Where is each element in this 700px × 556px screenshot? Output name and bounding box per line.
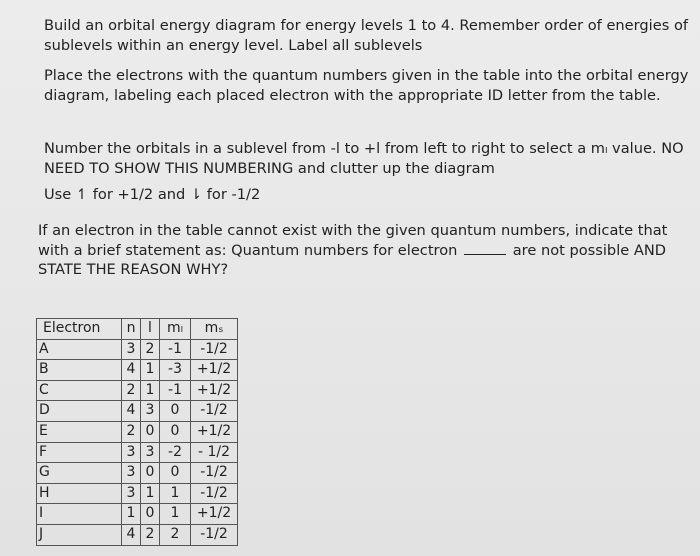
table-row: [37, 483, 238, 504]
cell-ms: -1/2: [191, 524, 238, 545]
cell-n: 3: [122, 463, 141, 484]
cell-electron: J: [37, 524, 122, 545]
cell-n: 3: [122, 339, 141, 360]
instruction-spin-arrows: Use ↿ for +1/2 and ⇂ for -1/2: [44, 186, 261, 203]
cell-ms: - 1/2: [191, 442, 238, 463]
cell-l: 1: [141, 380, 160, 401]
cell-ml: 1: [160, 483, 191, 504]
cell-ms: +1/2: [191, 504, 238, 525]
cell-electron: A: [37, 339, 122, 360]
cell-ml: -2: [160, 442, 191, 463]
quantum-numbers-table: [36, 318, 238, 546]
cell-n: 4: [122, 524, 141, 545]
cell-electron: I: [37, 504, 122, 525]
table-row: [37, 442, 238, 463]
cell-ml: 2: [160, 524, 191, 545]
cell-ml: 0: [160, 401, 191, 422]
cell-n: 4: [122, 360, 141, 381]
header-l: l: [141, 319, 160, 340]
cell-ms: -1/2: [191, 339, 238, 360]
table-row: [37, 504, 238, 525]
cell-ms: +1/2: [191, 360, 238, 381]
table-row: [37, 463, 238, 484]
cell-n: 3: [122, 483, 141, 504]
cell-n: 4: [122, 401, 141, 422]
header-ms: mₛ: [191, 319, 238, 340]
cell-ms: +1/2: [191, 380, 238, 401]
cell-l: 1: [141, 483, 160, 504]
cell-l: 3: [141, 442, 160, 463]
answer-blank: [464, 242, 506, 255]
cell-n: 3: [122, 442, 141, 463]
table-row: [37, 421, 238, 442]
instruction-place-electrons: Place the electrons with the quantum numbers given in the table into the orbital energy diagram, labeling each placed electron with the appropriate ID letter from the table.: [44, 67, 689, 104]
table-row: [37, 524, 238, 545]
cell-ml: 0: [160, 463, 191, 484]
cell-ms: +1/2: [191, 421, 238, 442]
cell-electron: D: [37, 401, 122, 422]
cell-ml: 0: [160, 421, 191, 442]
cell-ml: 1: [160, 504, 191, 525]
cell-n: 1: [122, 504, 141, 525]
cell-l: 2: [141, 524, 160, 545]
instruction-impossible-part1: If an electron in the table cannot exist with the given quantum numbers, indicate that with a brief statement as: Quantum numbers for electron: [38, 222, 668, 259]
cell-electron: B: [37, 360, 122, 381]
instruction-impossible-electrons: [38, 221, 693, 280]
cell-l: 1: [141, 360, 160, 381]
table-row: [37, 380, 238, 401]
cell-ml: -1: [160, 380, 191, 401]
cell-electron: H: [37, 483, 122, 504]
cell-electron: F: [37, 442, 122, 463]
cell-ms: -1/2: [191, 401, 238, 422]
header-ml: mₗ: [160, 319, 191, 340]
table-row: [37, 360, 238, 381]
table-body: [37, 339, 238, 545]
table-row: [37, 339, 238, 360]
cell-l: 0: [141, 421, 160, 442]
table-row: [37, 401, 238, 422]
cell-ms: -1/2: [191, 463, 238, 484]
cell-l: 0: [141, 504, 160, 525]
header-electron: Electron: [37, 319, 122, 340]
cell-l: 3: [141, 401, 160, 422]
cell-ml: -1: [160, 339, 191, 360]
instruction-impossible-part2: are not possible AND STATE THE REASON WHY?: [38, 241, 667, 278]
cell-l: 0: [141, 463, 160, 484]
cell-electron: E: [37, 421, 122, 442]
cell-electron: C: [37, 380, 122, 401]
cell-n: 2: [122, 380, 141, 401]
header-n: n: [122, 319, 141, 340]
cell-l: 2: [141, 339, 160, 360]
table-header-row: [37, 319, 238, 340]
instruction-build-diagram: Build an orbital energy diagram for energy levels 1 to 4. Remember order of energies of sublevels within an energy level. Label all sublevels: [44, 17, 689, 54]
cell-ms: -1/2: [191, 483, 238, 504]
cell-n: 2: [122, 421, 141, 442]
instruction-number-orbitals: Number the orbitals in a sublevel from -l to +l from left to right to select a mₗ value. NO NEED TO SHOW THIS NUMBERING and clutter up the diagram: [44, 140, 684, 177]
cell-electron: G: [37, 463, 122, 484]
cell-ml: -3: [160, 360, 191, 381]
